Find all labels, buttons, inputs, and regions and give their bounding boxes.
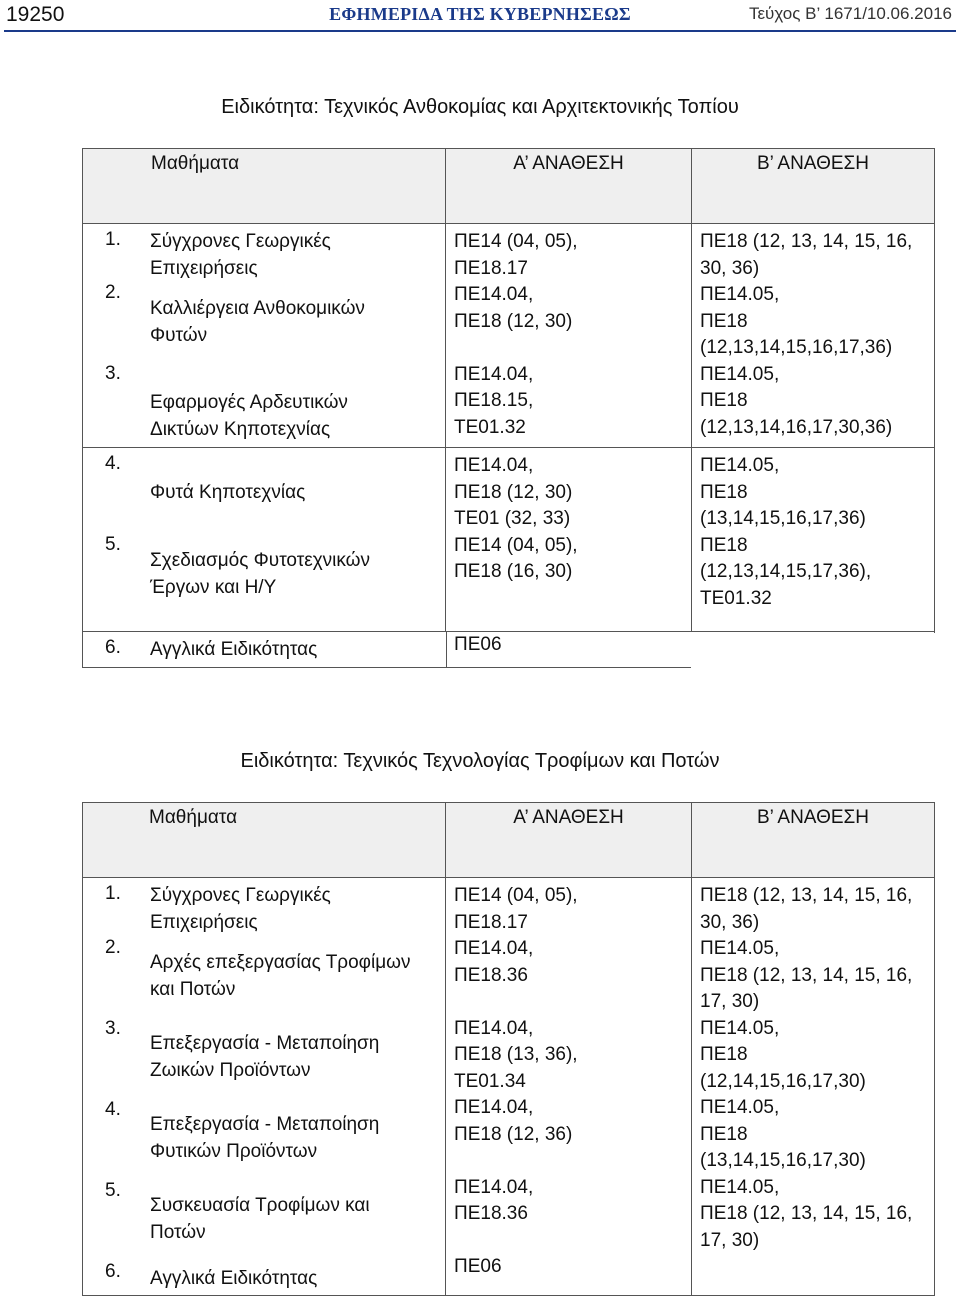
courses-cell-group-2: 4. Φυτά Κηποτεχνίας 5. Σχεδιασμός Φυτοτεχνικών Έργων και Η/Υ (83, 448, 446, 632)
assignment-table-1 (82, 148, 935, 632)
col-header-b: Β’ ΑΝΑΘΕΣΗ (692, 149, 935, 224)
col-header-courses: Μαθήματα (83, 803, 446, 878)
col-header-a: Α’ ΑΝΑΘΕΣΗ (446, 149, 692, 224)
b-assignment-cell: ΠΕ18 (12, 13, 14, 15, 16, 30, 36) ΠΕ14.05, ΠΕ18 (12, 13, 14, 15, 16, 17, 30) ΠΕ14.05, ΠΕ18 (12,14,15,16,17,30) ΠΕ14.05, ΠΕ18 (13,14,15,16,17,30) ΠΕ14.05, ΠΕ18 (12, 13, 14, 15, 16, 17, 30) (692, 878, 935, 1296)
col-header-b: Β’ ΑΝΑΘΕΣΗ (692, 803, 935, 878)
page-number: 19250 (6, 3, 65, 26)
col-header-courses: Μαθήματα (83, 149, 446, 224)
page-header (0, 0, 960, 34)
table-row-group-1 (83, 224, 935, 448)
a-assignment-cell-group-1: ΠΕ14 (04, 05), ΠΕ18.17 ΠΕ14.04, ΠΕ18 (12, 30) ΠΕ14.04, ΠΕ18.15, ΤΕ01.32 (446, 224, 692, 448)
table-row-group-2 (83, 448, 935, 632)
courses-cell-group-1: 1. Σύγχρονες Γεωργικές Επιχειρήσεις 2. Καλλιέργεια Ανθοκομικών Φυτών 3. Εφαρμογές Αρδευτικών Δικτύων Κηποτεχνίας (83, 224, 446, 448)
table-header-row (83, 149, 935, 224)
table-row-english-strip: 6. Αγγλικά Ειδικότητας ΠΕ06 (82, 631, 691, 668)
journal-title: ΕΦΗΜΕΡΙΔΑ ΤΗΣ ΚΥΒΕΡΝΗΣΕΩΣ (329, 4, 631, 24)
assignment-table-2 (82, 802, 935, 1296)
table-header-row (83, 803, 935, 878)
b-assignment-cell-group-2: ΠΕ14.05, ΠΕ18 (13,14,15,16,17,36) ΠΕ18 (12,13,14,15,17,36), ΤΕ01.32 (692, 448, 935, 632)
a-assignment-cell: ΠΕ14 (04, 05), ΠΕ18.17 ΠΕ14.04, ΠΕ18.36 ΠΕ14.04, ΠΕ18 (13, 36), ΤΕ01.34 ΠΕ14.04, ΠΕ18 (12, 36) ΠΕ14.04, ΠΕ18.36 ΠΕ06 (446, 878, 692, 1296)
specialty-title-1: Ειδικότητα: Τεχνικός Ανθοκομίας και Αρχιτεκτονικής Τοπίου (221, 96, 739, 118)
issue-info: Τεύχος Β’ 1671/10.06.2016 (748, 4, 952, 23)
col-header-a: Α’ ΑΝΑΘΕΣΗ (446, 803, 692, 878)
courses-cell: 1. Σύγχρονες Γεωργικές Επιχειρήσεις 2. Αρχές επεξεργασίας Τροφίμων και Ποτών 3. Επεξεργασία - Μεταποίηση Ζωικών Προϊόντων 4. Επεξεργασία - Μεταποίηση Φυτικών Προϊόντων 5. Συσκευασία Τροφίμων και Ποτών 6. Αγγλικά Ειδικότητας (83, 878, 446, 1296)
a-assignment-cell-group-2: ΠΕ14.04, ΠΕ18 (12, 30) ΤΕ01 (32, 33) ΠΕ14 (04, 05), ΠΕ18 (16, 30) (446, 448, 692, 632)
header-rule (4, 30, 956, 32)
b-assignment-cell-group-1: ΠΕ18 (12, 13, 14, 15, 16, 30, 36) ΠΕ14.05, ΠΕ18 (12,13,14,15,16,17,36) ΠΕ14.05, ΠΕ18 (12,13,14,16,17,30,36) (692, 224, 935, 448)
table-row-body (83, 878, 935, 1296)
specialty-title-2: Ειδικότητα: Τεχνικός Τεχνολογίας Τροφίμων και Ποτών (240, 750, 720, 772)
